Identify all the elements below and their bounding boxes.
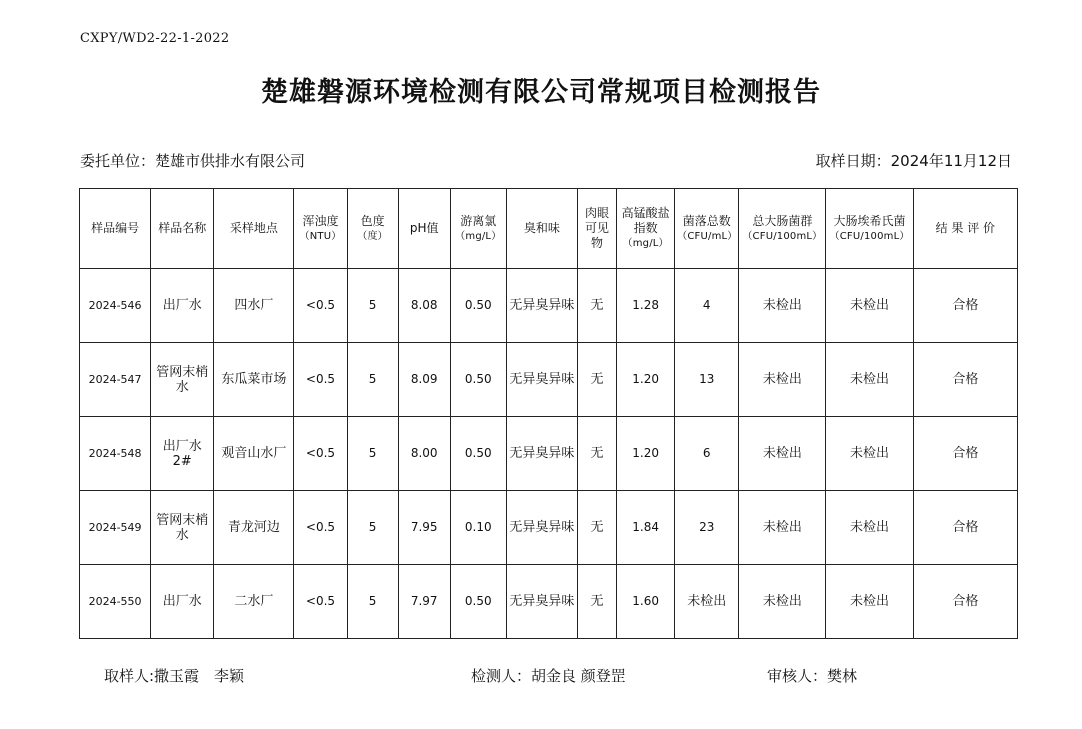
table-cell: 13 bbox=[675, 343, 739, 417]
table-cell: 1.20 bbox=[617, 417, 675, 491]
header-line: 游离氯 bbox=[460, 213, 497, 228]
table-cell: <0.5 bbox=[294, 491, 347, 565]
table-cell: <0.5 bbox=[294, 565, 347, 639]
table-cell: 0.50 bbox=[450, 269, 506, 343]
header-line: 色度 bbox=[360, 213, 385, 228]
header-line: （度） bbox=[357, 230, 388, 242]
header-line: 臭和味 bbox=[523, 221, 560, 235]
table-cell: 1.60 bbox=[617, 565, 675, 639]
tester-signature: 检测人：胡金良 颜登罡 bbox=[471, 667, 626, 685]
header-row bbox=[80, 189, 1018, 269]
table-cell: 合格 bbox=[913, 491, 1017, 565]
table-cell: 6 bbox=[675, 417, 739, 491]
table-cell: 2024-546 bbox=[80, 269, 151, 343]
client-name: 楚雄市供排水有限公司 bbox=[155, 152, 306, 170]
header-line: （CFU/100mL） bbox=[742, 230, 823, 242]
column-header bbox=[151, 189, 214, 269]
table-cell: 未检出 bbox=[739, 491, 826, 565]
table-row bbox=[80, 269, 1018, 343]
table-cell: 无 bbox=[577, 565, 616, 639]
table-cell: 0.50 bbox=[450, 343, 506, 417]
table-cell: 23 bbox=[675, 491, 739, 565]
date-label: 取样日期： bbox=[815, 152, 891, 170]
table-cell: 未检出 bbox=[739, 269, 826, 343]
table-cell: 合格 bbox=[913, 417, 1017, 491]
date-value: 2024年11月12日 bbox=[890, 152, 1012, 170]
table-cell: 未检出 bbox=[826, 565, 913, 639]
table-cell: 无 bbox=[577, 269, 616, 343]
table-cell: <0.5 bbox=[294, 417, 347, 491]
table-cell: 未检出 bbox=[675, 565, 739, 639]
table-cell: 无 bbox=[577, 417, 616, 491]
table-cell: 无异臭异味 bbox=[506, 417, 577, 491]
table-cell: 8.09 bbox=[398, 343, 450, 417]
table-cell: 无异臭异味 bbox=[506, 565, 577, 639]
column-header bbox=[80, 189, 151, 269]
table-cell: 出厂水 bbox=[151, 269, 214, 343]
header-line: （CFU/100mL） bbox=[829, 230, 910, 242]
table-cell: 无异臭异味 bbox=[506, 491, 577, 565]
table-cell: 5 bbox=[347, 343, 398, 417]
table-cell: 出厂水2# bbox=[151, 417, 214, 491]
column-header bbox=[450, 189, 506, 269]
table-cell: 1.20 bbox=[617, 343, 675, 417]
header-line: 浑浊度 bbox=[302, 213, 339, 228]
header-line: 大肠埃希氏菌 bbox=[833, 213, 906, 228]
table-cell: <0.5 bbox=[294, 343, 347, 417]
header-line: 总大肠菌群 bbox=[752, 213, 813, 228]
header-line: 肉眼 bbox=[585, 206, 610, 220]
table-cell: 0.50 bbox=[450, 565, 506, 639]
table-cell: 2024-547 bbox=[80, 343, 151, 417]
table-cell: 未检出 bbox=[739, 417, 826, 491]
table-cell: 青龙河边 bbox=[214, 491, 294, 565]
table-cell: 未检出 bbox=[739, 343, 826, 417]
table-cell: 无异臭异味 bbox=[506, 343, 577, 417]
table-cell: 四水厂 bbox=[214, 269, 294, 343]
column-header bbox=[913, 189, 1017, 269]
results-table bbox=[79, 188, 1018, 639]
table-cell: 未检出 bbox=[826, 417, 913, 491]
table-cell: 4 bbox=[675, 269, 739, 343]
header-line: 样品编号 bbox=[91, 221, 140, 235]
header-line: 高锰酸盐 bbox=[621, 206, 670, 220]
header-line: （mg/L） bbox=[622, 238, 669, 249]
header-line: 采样地点 bbox=[229, 221, 278, 235]
table-cell: 合格 bbox=[913, 343, 1017, 417]
table-cell: 合格 bbox=[913, 269, 1017, 343]
table-row bbox=[80, 565, 1018, 639]
sampler-signature: 取样人:撒玉霞 李颖 bbox=[104, 667, 245, 685]
table-cell: 2024-548 bbox=[80, 417, 151, 491]
table-cell: 无 bbox=[577, 343, 616, 417]
table-cell: 5 bbox=[347, 565, 398, 639]
table-cell: 管网末梢水 bbox=[151, 343, 214, 417]
table-cell: 管网末梢水 bbox=[151, 491, 214, 565]
column-header bbox=[826, 189, 913, 269]
column-header bbox=[675, 189, 739, 269]
table-cell: 7.95 bbox=[398, 491, 450, 565]
column-header bbox=[577, 189, 616, 269]
header-line: pH值 bbox=[409, 221, 439, 235]
client-label: 委托单位： bbox=[80, 152, 156, 170]
table-cell: 2024-550 bbox=[80, 565, 151, 639]
table-cell: 未检出 bbox=[826, 269, 913, 343]
column-header bbox=[294, 189, 347, 269]
table-row bbox=[80, 417, 1018, 491]
table-cell: 二水厂 bbox=[214, 565, 294, 639]
table-cell: 5 bbox=[347, 269, 398, 343]
table-cell: 8.00 bbox=[398, 417, 450, 491]
table-cell: 合格 bbox=[913, 565, 1017, 639]
client-info bbox=[80, 150, 305, 171]
table-cell: 1.84 bbox=[617, 491, 675, 565]
table-cell: 东瓜菜市场 bbox=[214, 343, 294, 417]
header-line: 物 bbox=[591, 236, 604, 250]
header-line: （mg/L） bbox=[455, 230, 502, 242]
table-cell: 未检出 bbox=[826, 491, 913, 565]
table-cell: 2024-549 bbox=[80, 491, 151, 565]
column-header bbox=[506, 189, 577, 269]
header-line: 结 果 评 价 bbox=[935, 221, 996, 235]
report-title: 楚雄磐源环境检测有限公司常规项目检测报告 bbox=[261, 77, 821, 108]
table-cell: 5 bbox=[347, 417, 398, 491]
column-header bbox=[617, 189, 675, 269]
column-header bbox=[398, 189, 450, 269]
table-cell: 5 bbox=[347, 491, 398, 565]
table-cell: 1.28 bbox=[617, 269, 675, 343]
table-cell: <0.5 bbox=[294, 269, 347, 343]
table-row bbox=[80, 491, 1018, 565]
sampling-date-info bbox=[816, 150, 1012, 171]
column-header bbox=[347, 189, 398, 269]
table-cell: 0.10 bbox=[450, 491, 506, 565]
table-cell: 未检出 bbox=[826, 343, 913, 417]
table-cell: 0.50 bbox=[450, 417, 506, 491]
column-header bbox=[214, 189, 294, 269]
header-line: 菌落总数 bbox=[682, 213, 731, 228]
document-code: CXPY/WD2-22-1-2022 bbox=[80, 31, 230, 46]
header-line: （NTU） bbox=[299, 230, 342, 242]
table-cell: 观音山水厂 bbox=[214, 417, 294, 491]
reviewer-signature: 审核人：樊林 bbox=[767, 667, 858, 685]
header-line: （CFU/mL） bbox=[677, 230, 738, 242]
table-row bbox=[80, 343, 1018, 417]
table-cell: 7.97 bbox=[398, 565, 450, 639]
table-cell: 无 bbox=[577, 491, 616, 565]
header-line: 样品名称 bbox=[158, 221, 207, 235]
table-cell: 出厂水 bbox=[151, 565, 214, 639]
table-cell: 8.08 bbox=[398, 269, 450, 343]
header-line: 可见 bbox=[585, 221, 610, 235]
table-cell: 未检出 bbox=[739, 565, 826, 639]
table-cell: 无异臭异味 bbox=[506, 269, 577, 343]
column-header bbox=[739, 189, 826, 269]
header-line: 指数 bbox=[633, 221, 658, 235]
